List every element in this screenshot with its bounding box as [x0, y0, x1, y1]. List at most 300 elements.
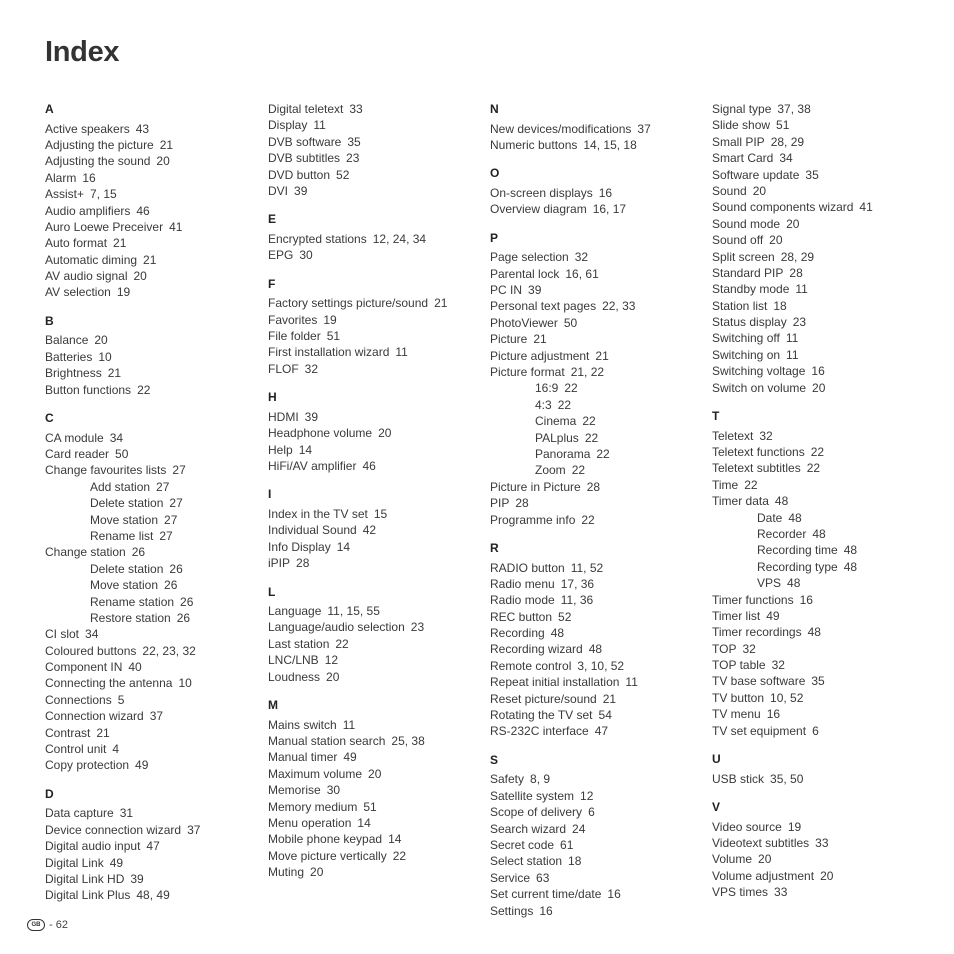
- index-section: [490, 165, 705, 217]
- entry-pages: 18: [773, 298, 787, 313]
- index-entry: [490, 853, 705, 869]
- index-entry: [268, 619, 483, 635]
- index-section: [490, 540, 705, 740]
- entry-pages: 10: [98, 349, 112, 364]
- index-entry: [268, 442, 483, 458]
- entry-term: CI slot: [45, 627, 80, 642]
- entry-pages: 39: [294, 183, 308, 198]
- index-subentry: [45, 495, 260, 511]
- entry-term: Balance: [45, 333, 89, 348]
- index-entry: [490, 576, 705, 592]
- entry-term: Small PIP: [712, 134, 765, 149]
- entry-pages: 4: [112, 742, 120, 757]
- index-subentry: [490, 380, 705, 396]
- entry-pages: 22: [582, 414, 596, 429]
- entry-term: Digital Link HD: [45, 871, 125, 886]
- entry-pages: 20: [769, 233, 783, 248]
- index-subentry: [490, 413, 705, 429]
- index-entry: [45, 382, 260, 398]
- index-section: [712, 751, 927, 787]
- entry-term: FLOF: [268, 361, 299, 376]
- index-entry: [45, 805, 260, 821]
- entry-term: Search wizard: [490, 821, 567, 836]
- entry-pages: 20: [820, 868, 834, 883]
- entry-pages: 32: [759, 428, 773, 443]
- entry-term: Menu operation: [268, 815, 352, 830]
- entry-term: Picture in Picture: [490, 479, 581, 494]
- entry-pages: 19: [787, 819, 802, 834]
- index-entry: [268, 328, 483, 344]
- entry-term: Timer recordings: [712, 625, 802, 640]
- entry-pages: 28: [789, 265, 803, 280]
- entry-pages: 48: [843, 559, 858, 574]
- index-subentry: [45, 479, 260, 495]
- index-entry: [712, 363, 927, 379]
- index-entry: [490, 804, 705, 820]
- entry-pages: 20: [368, 766, 382, 781]
- entry-pages: 12, 24, 34: [372, 231, 427, 246]
- entry-term: Move picture vertically: [268, 848, 387, 863]
- section-letter: M: [268, 698, 278, 713]
- entry-pages: 48: [550, 626, 565, 641]
- entry-term: Language/audio selection: [268, 620, 405, 635]
- index-entry: [490, 201, 705, 217]
- entry-pages: 20: [812, 380, 826, 395]
- entry-term: Device connection wizard: [45, 822, 182, 837]
- entry-term: Status display: [712, 315, 787, 330]
- index-entry: [45, 675, 260, 691]
- entry-pages: 30: [326, 783, 341, 798]
- section-letter: F: [268, 276, 276, 291]
- entry-pages: 34: [779, 151, 793, 166]
- index-entry: [268, 539, 483, 555]
- entry-pages: 22, 33: [602, 299, 636, 314]
- index-entry: [268, 749, 483, 765]
- entry-pages: 63: [536, 870, 550, 885]
- entry-term: Panorama: [535, 446, 591, 461]
- entry-term: Recording: [490, 626, 545, 641]
- entry-term: Rename station: [90, 594, 175, 609]
- entry-term: Slide show: [712, 118, 771, 133]
- entry-pages: 35: [811, 674, 825, 689]
- index-section: [712, 799, 927, 901]
- entry-pages: 34: [85, 627, 99, 642]
- index-entry: [268, 848, 483, 864]
- index-entry: [268, 312, 483, 328]
- entry-pages: 46: [362, 458, 376, 473]
- index-entry: [268, 150, 483, 166]
- index-entry: [45, 121, 260, 137]
- entry-pages: 16: [607, 887, 621, 902]
- entry-term: DVI: [268, 183, 289, 198]
- entry-pages: 22: [137, 382, 151, 397]
- index-entry: [45, 137, 260, 153]
- entry-term: Switching on: [712, 347, 781, 362]
- index-subentry: [490, 462, 705, 478]
- entry-term: Scope of delivery: [490, 805, 583, 820]
- entry-pages: 6: [588, 805, 595, 820]
- index-entry: [45, 741, 260, 757]
- index-section: [45, 410, 260, 774]
- entry-pages: 35: [805, 167, 819, 182]
- index-entry: [45, 544, 260, 560]
- entry-term: 4:3: [535, 397, 552, 412]
- entry-term: Reset picture/sound: [490, 691, 597, 706]
- entry-pages: 23: [792, 315, 807, 330]
- entry-term: Audio amplifiers: [45, 203, 131, 218]
- index-entry: [490, 479, 705, 495]
- index-subentry: [45, 528, 260, 544]
- index-column-3: [490, 101, 705, 919]
- entry-term: Standby mode: [712, 282, 790, 297]
- entry-pages: 20: [326, 669, 340, 684]
- index-entry: [45, 887, 260, 903]
- entry-term: Loudness: [268, 669, 321, 684]
- entry-pages: 20: [94, 333, 108, 348]
- entry-term: Auto format: [45, 236, 108, 251]
- index-entry: [45, 203, 260, 219]
- index-entry: [712, 608, 927, 624]
- entry-term: Display: [268, 118, 308, 133]
- entry-pages: 27: [164, 512, 178, 527]
- entry-term: VPS times: [712, 885, 769, 900]
- entry-term: Date: [757, 510, 783, 525]
- entry-pages: 12: [324, 653, 339, 668]
- entry-pages: 37: [187, 822, 201, 837]
- entry-pages: 22: [806, 461, 821, 476]
- entry-pages: 54: [598, 708, 612, 723]
- index-entry: [268, 247, 483, 263]
- entry-term: Button functions: [45, 382, 132, 397]
- entry-term: Programme info: [490, 512, 576, 527]
- entry-pages: 11: [313, 118, 326, 133]
- entry-term: Connecting the antenna: [45, 676, 173, 691]
- entry-term: Copy protection: [45, 758, 130, 773]
- index-entry: [45, 186, 260, 202]
- entry-pages: 21: [107, 366, 122, 381]
- entry-term: Switching off: [712, 331, 780, 346]
- entry-term: Move station: [90, 578, 159, 593]
- entry-pages: 47: [594, 724, 609, 739]
- entry-term: Index in the TV set: [268, 506, 368, 521]
- entry-pages: 19: [116, 285, 131, 300]
- index-section: [712, 408, 927, 739]
- entry-term: Zoom: [535, 463, 566, 478]
- entry-term: Assist+: [45, 187, 85, 202]
- index-entry: [490, 821, 705, 837]
- index-entry: [268, 782, 483, 798]
- entry-pages: 49: [766, 608, 780, 623]
- index-entry: [712, 477, 927, 493]
- index-entry: [712, 657, 927, 673]
- page-footer: [27, 919, 68, 931]
- entry-pages: 39: [304, 409, 319, 424]
- entry-pages: 49: [109, 855, 124, 870]
- entry-term: Sound mode: [712, 216, 781, 231]
- entry-pages: 48: [812, 526, 826, 541]
- entry-term: Remote control: [490, 658, 572, 673]
- entry-pages: 47: [146, 839, 160, 854]
- entry-term: Memorise: [268, 783, 321, 798]
- entry-term: Delete station: [90, 496, 164, 511]
- index-entry: [45, 838, 260, 854]
- entry-pages: 20: [752, 183, 767, 198]
- index-entry: [268, 766, 483, 782]
- entry-pages: 37: [637, 121, 651, 136]
- entry-pages: 22: [335, 636, 349, 651]
- index-entry: [712, 428, 927, 444]
- index-subentry: [712, 510, 927, 526]
- entry-term: Mobile phone keypad: [268, 832, 383, 847]
- section-letter: V: [712, 800, 721, 814]
- entry-term: Delete station: [90, 561, 164, 576]
- entry-pages: 48: [774, 494, 789, 509]
- index-entry: [45, 626, 260, 642]
- index-entry: [45, 708, 260, 724]
- entry-term: Numeric buttons: [490, 137, 578, 152]
- index-section: [45, 786, 260, 904]
- entry-pages: 33: [349, 102, 363, 116]
- index-entry: [490, 609, 705, 625]
- index-entry: [712, 249, 927, 265]
- index-entry: [268, 409, 483, 425]
- entry-pages: 23: [346, 151, 360, 166]
- section-letter: C: [45, 411, 54, 426]
- entry-pages: 16: [539, 903, 553, 918]
- index-entry: [268, 652, 483, 668]
- index-entry: [490, 723, 705, 739]
- index-entry: [45, 462, 260, 478]
- entry-pages: 19: [323, 312, 337, 327]
- entry-term: USB stick: [712, 771, 765, 786]
- entry-term: Signal type: [712, 102, 772, 116]
- index-entry: [268, 815, 483, 831]
- index-entry: [490, 641, 705, 657]
- entry-term: REC button: [490, 609, 553, 624]
- entry-pages: 20: [786, 216, 800, 231]
- index-subentry: [490, 430, 705, 446]
- entry-pages: 51: [363, 799, 377, 814]
- entry-term: Recording type: [757, 559, 838, 574]
- index-subentry: [45, 577, 260, 593]
- index-entry: [268, 458, 483, 474]
- index-entry: [712, 819, 927, 835]
- entry-pages: 42: [362, 523, 377, 538]
- index-entry: [490, 870, 705, 886]
- index-entry: [490, 512, 705, 528]
- entry-term: Encrypted stations: [268, 231, 367, 246]
- entry-pages: 22: [571, 463, 586, 478]
- index-entry: [712, 771, 927, 787]
- entry-term: Recorder: [757, 526, 807, 541]
- index-entry: [490, 658, 705, 674]
- entry-pages: 41: [169, 219, 183, 234]
- entry-pages: 48: [843, 543, 858, 558]
- entry-term: TV base software: [712, 674, 806, 689]
- entry-pages: 21: [113, 236, 127, 251]
- index-entry: [268, 295, 483, 311]
- entry-term: Standard PIP: [712, 265, 784, 280]
- index-section: [45, 101, 260, 301]
- index-entry: [268, 506, 483, 522]
- index-entry: [268, 733, 483, 749]
- entry-term: EPG: [268, 248, 294, 263]
- entry-term: Video source: [712, 819, 782, 834]
- entry-term: Volume adjustment: [712, 868, 815, 883]
- index-entry: [45, 219, 260, 235]
- index-entry: [268, 831, 483, 847]
- section-letter: D: [45, 786, 54, 801]
- entry-term: Info Display: [268, 539, 331, 554]
- entry-pages: 16: [82, 170, 96, 185]
- entry-term: HiFi/AV amplifier: [268, 458, 357, 473]
- index-entry: [490, 121, 705, 137]
- entry-pages: 28: [296, 556, 310, 571]
- entry-term: PIP: [490, 496, 510, 511]
- index-column-1: [45, 101, 260, 904]
- entry-term: Maximum volume: [268, 766, 363, 781]
- index-entry: [268, 425, 483, 441]
- index-entry: [268, 134, 483, 150]
- entry-pages: 22, 23, 32: [142, 643, 196, 658]
- entry-term: Radio menu: [490, 576, 555, 591]
- index-entry: [45, 659, 260, 675]
- country-badge-icon: GB: [27, 919, 45, 931]
- entry-term: Time: [712, 477, 739, 492]
- index-entry: [712, 232, 927, 248]
- index-column-2: [268, 101, 483, 881]
- index-subentry: [712, 526, 927, 542]
- index-section: [490, 230, 705, 528]
- entry-pages: 21: [595, 348, 609, 363]
- index-entry: [490, 298, 705, 314]
- entry-pages: 40: [128, 660, 142, 675]
- entry-term: Overview diagram: [490, 202, 587, 217]
- index-entry: [490, 837, 705, 853]
- section-letter: P: [490, 230, 499, 245]
- entry-pages: 14: [298, 442, 313, 457]
- index-section: [490, 752, 705, 919]
- index-entry: [490, 495, 705, 511]
- entry-term: Set current time/date: [490, 887, 602, 902]
- section-letter: R: [490, 540, 499, 555]
- entry-pages: 16, 17: [592, 202, 627, 217]
- index-entry: [45, 268, 260, 284]
- entry-term: Alarm: [45, 170, 77, 185]
- index-entry: [45, 235, 260, 251]
- entry-term: Recording wizard: [490, 642, 583, 657]
- index-entry: [712, 592, 927, 608]
- entry-pages: 21: [143, 252, 157, 267]
- entry-term: Digital teletext: [268, 102, 344, 116]
- index-entry: [45, 643, 260, 659]
- entry-term: PC IN: [490, 283, 523, 298]
- entry-pages: 11: [395, 345, 408, 360]
- index-section: [268, 584, 483, 686]
- entry-term: Timer data: [712, 494, 769, 509]
- entry-term: Teletext functions: [712, 445, 805, 459]
- index-entry: [490, 771, 705, 787]
- entry-pages: 20: [758, 852, 772, 867]
- entry-term: Adjusting the picture: [45, 137, 154, 152]
- index-entry: [490, 266, 705, 282]
- entry-pages: 14: [336, 539, 351, 554]
- entry-term: Control unit: [45, 742, 107, 757]
- index-entry: [712, 851, 927, 867]
- entry-pages: 61: [560, 837, 574, 852]
- entry-term: Sound: [712, 183, 747, 198]
- entry-pages: 22: [810, 445, 825, 459]
- index-subentry: [490, 446, 705, 462]
- entry-pages: 28, 29: [770, 134, 805, 149]
- entry-term: Language: [268, 604, 322, 619]
- entry-term: Favorites: [268, 312, 318, 327]
- entry-term: Safety: [490, 772, 525, 787]
- entry-pages: 17, 36: [560, 576, 595, 591]
- index-section: [490, 101, 705, 153]
- index-entry: [268, 167, 483, 183]
- entry-term: Manual station search: [268, 734, 386, 749]
- index-entry: [712, 641, 927, 657]
- index-subentry: [45, 594, 260, 610]
- entry-pages: 11, 36: [560, 593, 594, 608]
- entry-pages: 37, 38: [777, 102, 811, 116]
- index-section: [268, 389, 483, 474]
- entry-pages: 27: [156, 479, 170, 494]
- entry-pages: 11: [786, 347, 799, 362]
- entry-term: iPIP: [268, 556, 291, 571]
- section-letter: B: [45, 313, 54, 328]
- entry-pages: 51: [326, 329, 341, 344]
- entry-pages: 26: [169, 561, 183, 576]
- index-entry: [268, 231, 483, 247]
- entry-pages: 50: [115, 446, 129, 461]
- entry-term: Digital Link Plus: [45, 888, 131, 903]
- entry-pages: 14: [357, 815, 371, 830]
- entry-pages: 27: [172, 463, 186, 478]
- entry-term: Muting: [268, 865, 305, 880]
- entry-pages: 10: [178, 676, 192, 691]
- index-subentry: [712, 559, 927, 575]
- entry-pages: 14: [388, 832, 402, 847]
- entry-term: Card reader: [45, 446, 110, 461]
- index-entry: [712, 884, 927, 900]
- index-entry: [45, 332, 260, 348]
- index-subentry: [712, 575, 927, 591]
- entry-pages: 32: [742, 641, 756, 656]
- entry-pages: 11: [795, 282, 808, 297]
- index-entry: [45, 349, 260, 365]
- entry-pages: 48: [787, 576, 801, 591]
- entry-term: Individual Sound: [268, 523, 357, 538]
- entry-term: Headphone volume: [268, 426, 373, 441]
- page-title: Index: [45, 36, 120, 68]
- entry-pages: 25, 38: [391, 734, 425, 749]
- entry-term: Teletext subtitles: [712, 461, 801, 476]
- entry-term: Coloured buttons: [45, 643, 137, 658]
- entry-pages: 5: [117, 692, 125, 707]
- index-entry: [268, 669, 483, 685]
- entry-term: Software update: [712, 167, 800, 182]
- entry-pages: 11, 15, 55: [327, 604, 380, 619]
- index-entry: [268, 117, 483, 133]
- entry-term: Digital Link: [45, 855, 104, 870]
- entry-term: Picture: [490, 332, 528, 347]
- entry-pages: 22: [581, 512, 595, 527]
- index-entry: [712, 444, 927, 460]
- entry-term: TOP table: [712, 658, 766, 673]
- entry-pages: 46: [136, 203, 150, 218]
